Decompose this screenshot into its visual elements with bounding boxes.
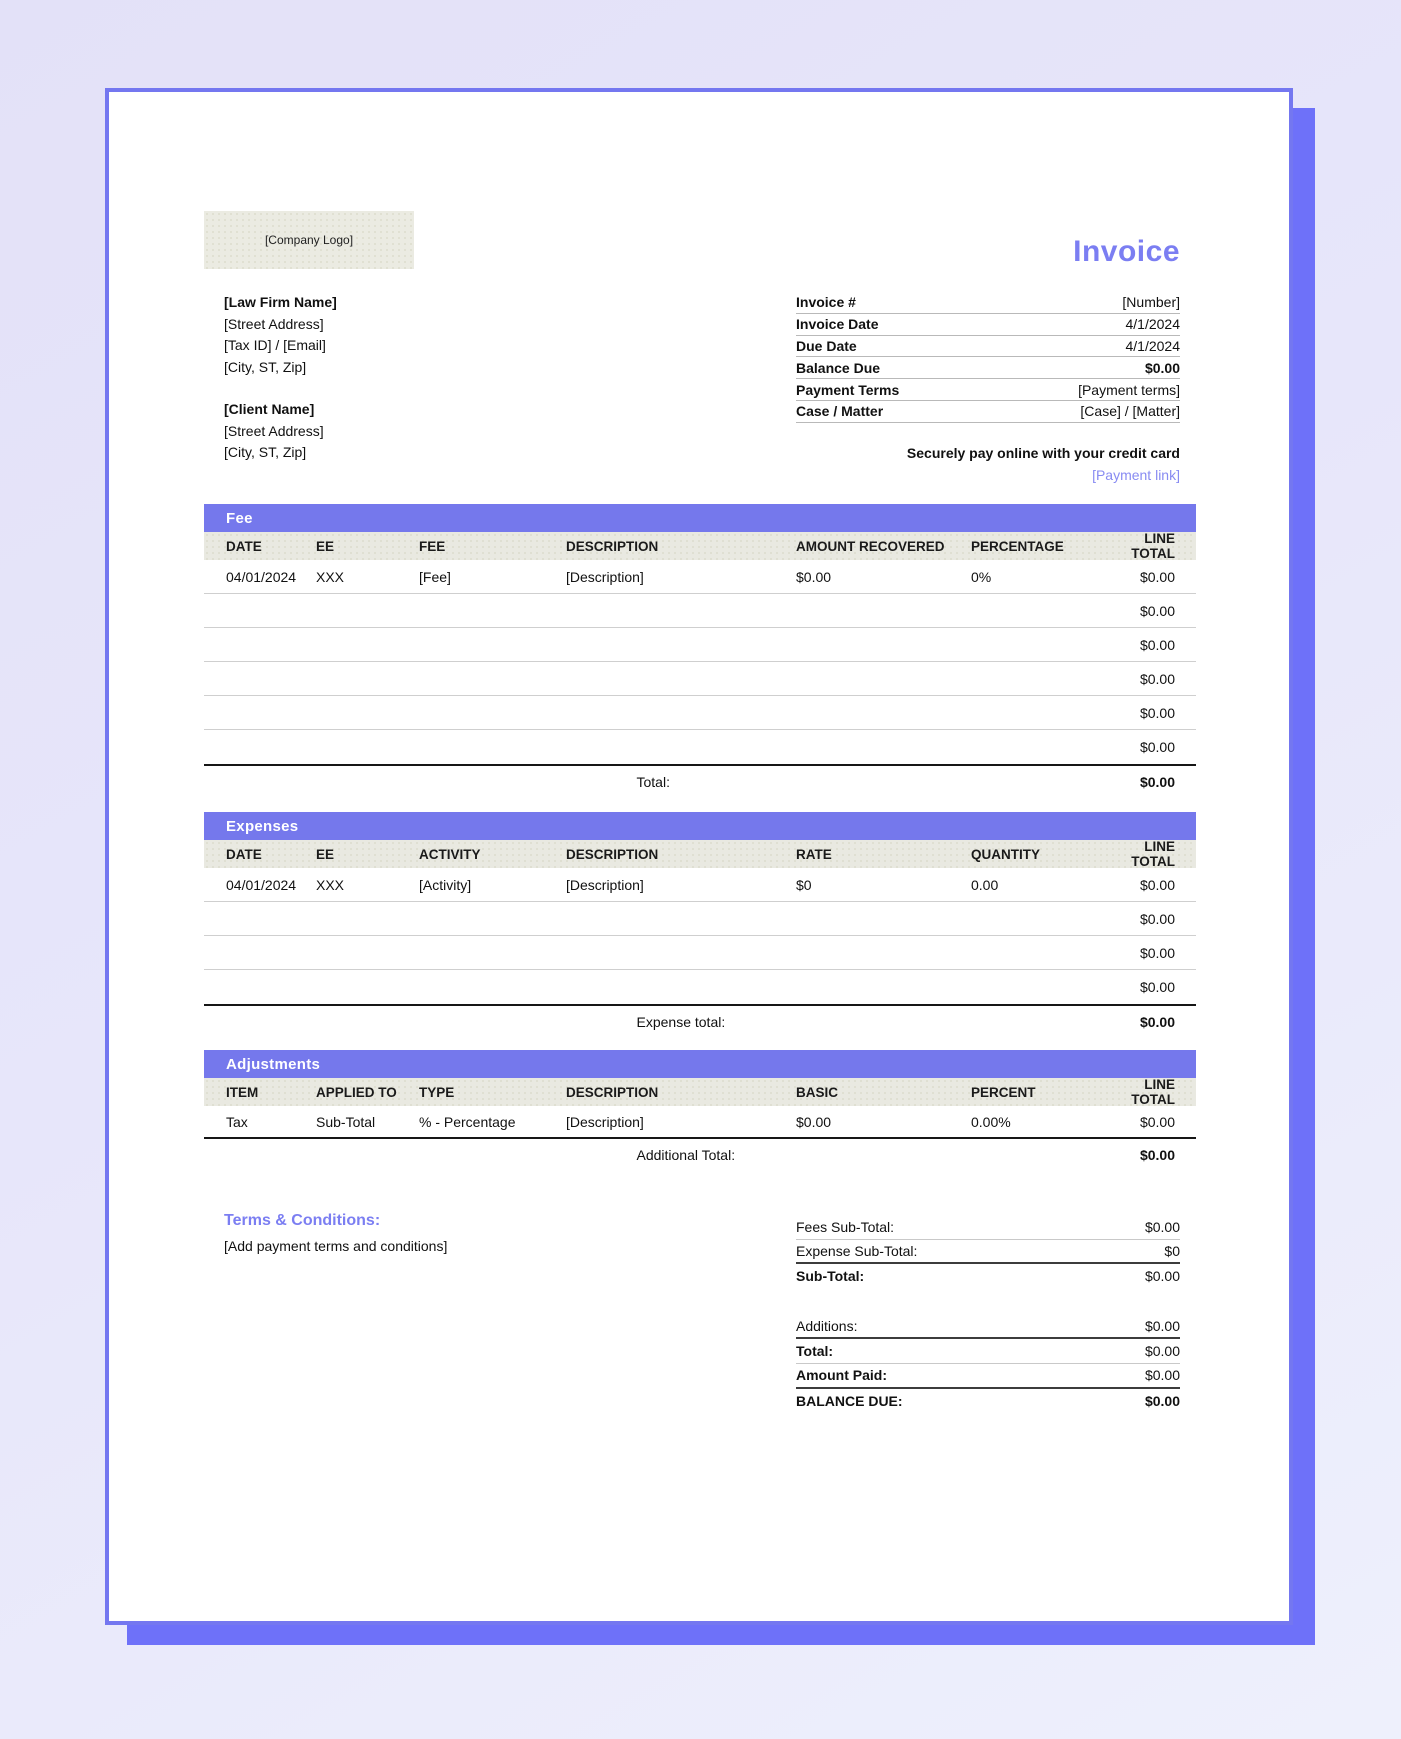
col-line-total: LINE TOTAL bbox=[1131, 531, 1175, 561]
cell-date: 04/01/2024 bbox=[226, 876, 297, 893]
fee-table-empty-row bbox=[204, 662, 1196, 696]
summary-row-total bbox=[796, 1339, 1180, 1364]
meta-label: Payment Terms bbox=[796, 381, 900, 398]
col-percent: PERCENT bbox=[971, 1084, 1036, 1100]
company-logo-box bbox=[204, 211, 414, 269]
col-date: DATE bbox=[226, 538, 262, 554]
meta-value: $0.00 bbox=[1144, 359, 1180, 376]
cell-amount-recovered: $0.00 bbox=[796, 568, 832, 585]
cell-line-total: $0.00 bbox=[1139, 876, 1175, 893]
cell-line-total: $0.00 bbox=[1139, 602, 1175, 619]
col-percentage: PERCENTAGE bbox=[971, 538, 1064, 554]
cell-type: % - Percentage bbox=[419, 1113, 516, 1130]
expenses-total-value: $0.00 bbox=[1139, 1014, 1175, 1030]
cell-rate: $0 bbox=[796, 876, 812, 893]
col-applied-to: APPLIED TO bbox=[316, 1084, 397, 1100]
summary-label: Sub-Total: bbox=[796, 1268, 865, 1285]
col-description: DESCRIPTION bbox=[566, 846, 659, 862]
cell-line-total: $0.00 bbox=[1139, 636, 1175, 653]
company-logo-text: [Company Logo] bbox=[264, 233, 354, 247]
summary-value: $0 bbox=[1164, 1242, 1180, 1259]
meta-row-balance-due bbox=[796, 357, 1180, 379]
cell-activity: [Activity] bbox=[419, 876, 472, 893]
cell-description: [Description] bbox=[566, 876, 644, 893]
col-line-total: LINE TOTAL bbox=[1131, 839, 1175, 869]
terms-body: [Add payment terms and conditions] bbox=[224, 1238, 448, 1254]
summary-value: $0.00 bbox=[1144, 1318, 1180, 1335]
fee-total-row bbox=[204, 764, 1196, 798]
col-ee: EE bbox=[316, 538, 335, 554]
adjustments-section bbox=[204, 1050, 1196, 1171]
summary-label: Amount Paid: bbox=[796, 1367, 887, 1384]
firm-tax-id-email: [Tax ID] / [Email] bbox=[224, 337, 326, 354]
client-city-state-zip: [City, ST, Zip] bbox=[224, 444, 307, 461]
invoice-page bbox=[105, 88, 1293, 1625]
cell-item: Tax bbox=[226, 1113, 248, 1130]
fee-total-label: Total: bbox=[636, 774, 670, 790]
fee-table-empty-row bbox=[204, 628, 1196, 662]
adjustments-section-header bbox=[204, 1050, 1196, 1078]
meta-label: Invoice Date bbox=[796, 316, 879, 333]
fee-section-header bbox=[204, 504, 1196, 532]
cell-ee: XXX bbox=[316, 876, 345, 893]
summary-row-fees-subtotal bbox=[796, 1215, 1180, 1240]
summary-value: $0.00 bbox=[1144, 1218, 1180, 1235]
col-item: ITEM bbox=[226, 1084, 259, 1100]
fee-column-headers bbox=[204, 532, 1196, 560]
col-basic: BASIC bbox=[796, 1084, 839, 1100]
adjustments-total-row bbox=[204, 1137, 1196, 1171]
col-description: DESCRIPTION bbox=[566, 1084, 659, 1100]
col-type: TYPE bbox=[419, 1084, 455, 1100]
meta-value: 4/1/2024 bbox=[1125, 337, 1180, 354]
expenses-section-header bbox=[204, 812, 1196, 840]
adjustments-total-label: Additional Total: bbox=[636, 1147, 736, 1163]
meta-value: 4/1/2024 bbox=[1125, 316, 1180, 333]
cell-date: 04/01/2024 bbox=[226, 568, 297, 585]
cell-line-total: $0.00 bbox=[1139, 910, 1175, 927]
cell-fee: [Fee] bbox=[419, 568, 451, 585]
summary-label: BALANCE DUE: bbox=[796, 1392, 903, 1409]
summary-label: Total: bbox=[796, 1343, 834, 1360]
meta-row-invoice-number bbox=[796, 292, 1180, 314]
secure-payment-note: Securely pay online with your credit card bbox=[906, 445, 1180, 461]
col-rate: RATE bbox=[796, 846, 832, 862]
cell-percent: 0.00% bbox=[971, 1113, 1011, 1130]
meta-value: [Case] / [Matter] bbox=[1080, 403, 1180, 420]
cell-description: [Description] bbox=[566, 568, 644, 585]
fee-table-empty-row bbox=[204, 594, 1196, 628]
cell-description: [Description] bbox=[566, 1113, 644, 1130]
fee-table-row bbox=[204, 560, 1196, 594]
cell-line-total: $0.00 bbox=[1139, 739, 1175, 755]
adjustments-column-headers bbox=[204, 1078, 1196, 1106]
firm-street-address: [Street Address] bbox=[224, 315, 324, 332]
cell-line-total: $0.00 bbox=[1139, 979, 1175, 995]
fee-section-title: Fee bbox=[226, 509, 253, 527]
col-amount-recovered: AMOUNT RECOVERED bbox=[796, 538, 945, 554]
summary-label: Additions: bbox=[796, 1318, 858, 1335]
meta-label: Case / Matter bbox=[796, 403, 884, 420]
meta-label: Invoice # bbox=[796, 294, 856, 311]
law-firm-block bbox=[224, 292, 337, 379]
adjustments-total-value: $0.00 bbox=[1139, 1147, 1175, 1163]
summary-gap bbox=[796, 1289, 1180, 1315]
client-name: [Client Name] bbox=[224, 401, 315, 417]
summary-label: Expense Sub-Total: bbox=[796, 1242, 918, 1259]
fee-section bbox=[204, 504, 1196, 798]
client-street-address: [Street Address] bbox=[224, 422, 324, 439]
expenses-total-row bbox=[204, 1004, 1196, 1038]
col-line-total: LINE TOTAL bbox=[1131, 1077, 1175, 1107]
cell-line-total: $0.00 bbox=[1139, 568, 1175, 585]
expenses-total-label: Expense total: bbox=[636, 1014, 726, 1030]
expenses-column-headers bbox=[204, 840, 1196, 868]
expenses-table-empty-row bbox=[204, 902, 1196, 936]
summary-value: $0.00 bbox=[1144, 1343, 1180, 1360]
meta-label: Due Date bbox=[796, 337, 857, 354]
terms-and-conditions bbox=[224, 1212, 694, 1254]
page-title: Invoice bbox=[1073, 235, 1180, 268]
meta-value: [Payment terms] bbox=[1078, 381, 1180, 398]
cell-line-total: $0.00 bbox=[1139, 670, 1175, 687]
meta-row-case-matter bbox=[796, 401, 1180, 423]
fee-table-empty-row bbox=[204, 696, 1196, 730]
payment-link[interactable]: [Payment link] bbox=[1092, 467, 1180, 483]
cell-quantity: 0.00 bbox=[971, 876, 999, 893]
summary-value: $0.00 bbox=[1144, 1392, 1180, 1409]
meta-row-payment-terms bbox=[796, 379, 1180, 401]
expenses-section bbox=[204, 812, 1196, 1038]
meta-row-invoice-date bbox=[796, 314, 1180, 336]
invoice-meta bbox=[796, 292, 1180, 423]
col-quantity: QUANTITY bbox=[971, 846, 1040, 862]
invoice-summary bbox=[796, 1215, 1180, 1413]
summary-row-expense-subtotal bbox=[796, 1240, 1180, 1265]
client-block bbox=[224, 399, 324, 464]
col-date: DATE bbox=[226, 846, 262, 862]
summary-row-balance-due bbox=[796, 1389, 1180, 1414]
summary-row-additions bbox=[796, 1315, 1180, 1340]
expenses-section-title: Expenses bbox=[226, 817, 299, 835]
col-fee: FEE bbox=[419, 538, 446, 554]
fee-table-empty-row bbox=[204, 730, 1196, 764]
fee-total-value: $0.00 bbox=[1139, 774, 1175, 790]
law-firm-name: [Law Firm Name] bbox=[224, 294, 337, 310]
expenses-table-empty-row bbox=[204, 970, 1196, 1004]
summary-value: $0.00 bbox=[1144, 1268, 1180, 1285]
col-ee: EE bbox=[316, 846, 335, 862]
summary-row-amount-paid bbox=[796, 1364, 1180, 1389]
cell-line-total: $0.00 bbox=[1139, 1113, 1175, 1130]
expenses-table-row bbox=[204, 868, 1196, 902]
meta-value: [Number] bbox=[1122, 294, 1180, 311]
col-description: DESCRIPTION bbox=[566, 538, 659, 554]
meta-row-due-date bbox=[796, 336, 1180, 358]
adjustments-section-title: Adjustments bbox=[226, 1055, 321, 1073]
summary-value: $0.00 bbox=[1144, 1367, 1180, 1384]
firm-city-state-zip: [City, ST, Zip] bbox=[224, 359, 307, 376]
cell-basic: $0.00 bbox=[796, 1113, 832, 1130]
adjustments-table-row bbox=[204, 1106, 1196, 1137]
cell-ee: XXX bbox=[316, 568, 345, 585]
cell-applied-to: Sub-Total bbox=[316, 1113, 376, 1130]
cell-line-total: $0.00 bbox=[1139, 704, 1175, 721]
terms-heading: Terms & Conditions: bbox=[224, 1212, 381, 1229]
expenses-table-empty-row bbox=[204, 936, 1196, 970]
col-activity: ACTIVITY bbox=[419, 846, 481, 862]
cell-percentage: 0% bbox=[971, 568, 992, 585]
meta-label: Balance Due bbox=[796, 359, 881, 376]
cell-line-total: $0.00 bbox=[1139, 944, 1175, 961]
summary-row-subtotal bbox=[796, 1264, 1180, 1289]
summary-label: Fees Sub-Total: bbox=[796, 1218, 895, 1235]
